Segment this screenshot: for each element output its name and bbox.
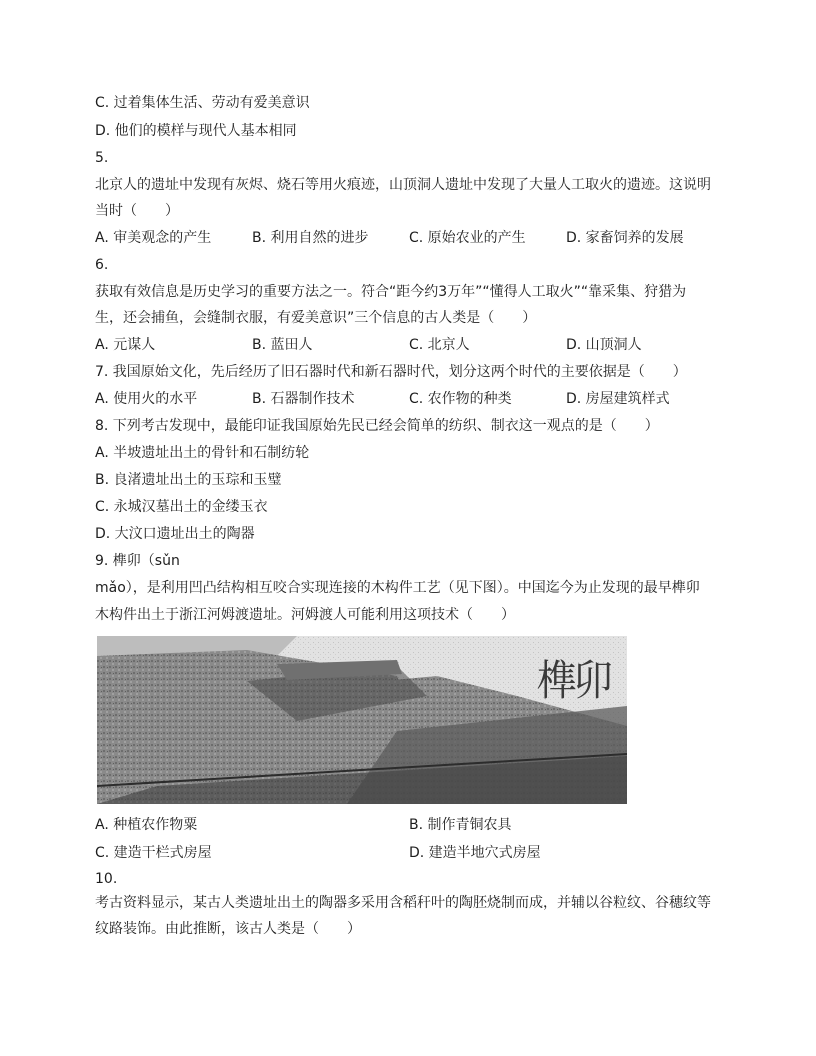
q8-option-a: A. 半坡遗址出土的骨针和石制纺轮 xyxy=(95,445,310,461)
q9-option-d: D. 建造半地穴式房屋 xyxy=(409,845,541,861)
q6-option-a: A. 元谋人 xyxy=(95,337,156,353)
q8-option-d: D. 大汶口遗址出土的陶器 xyxy=(95,526,255,542)
q6-option-d: D. 山顶洞人 xyxy=(566,337,642,353)
q9-option-c: C. 建造干栏式房屋 xyxy=(95,845,212,861)
q9-stem-line1: 9. 榫卯（sǔn xyxy=(95,553,180,569)
q8-option-b: B. 良渚遗址出土的玉琮和玉璧 xyxy=(95,472,282,488)
q9-option-b: B. 制作青铜农具 xyxy=(409,817,512,833)
q5-option-d: D. 家畜饲养的发展 xyxy=(566,230,684,246)
q7-option-a: A. 使用火的水平 xyxy=(95,391,198,407)
q10-number: 10. xyxy=(95,871,118,887)
q6-stem-line2: 生，还会捕鱼，会缝制衣服，有爱美意识”三个信息的古人类是（ ） xyxy=(95,310,537,326)
photo-caption-sunmao: 榫卯 xyxy=(536,656,610,705)
q4-option-d: D. 他们的模样与现代人基本相同 xyxy=(95,123,297,139)
q4-option-c: C. 过着集体生活、劳动有爱美意识 xyxy=(95,95,310,111)
q9-stem-line2: mǎo），是利用凹凸结构相互咬合实现连接的木构件工艺（见下图）。中国迄今为止发现的最早榫卯 xyxy=(95,580,700,596)
q6-option-c: C. 北京人 xyxy=(409,337,470,353)
q6-number: 6. xyxy=(95,257,109,273)
q8-option-c: C. 永城汉墓出土的金缕玉衣 xyxy=(95,499,268,515)
q10-stem-line1: 考古资料显示，某古人类遗址出土的陶器多采用含稻秆叶的陶胚烧制而成，并辅以谷粒纹、谷穗纹等 xyxy=(95,895,711,911)
q6-stem-line1: 获取有效信息是历史学习的重要方法之一。符合“距今约3万年”“懂得人工取火”“靠采集、狩猎为 xyxy=(95,284,687,300)
q5-option-a: A. 审美观念的产生 xyxy=(95,230,212,246)
q7-option-d: D. 房屋建筑样式 xyxy=(566,391,670,407)
mortise-tenon-photo xyxy=(97,636,627,804)
q5-option-c: C. 原始农业的产生 xyxy=(409,230,526,246)
q6-option-b: B. 蓝田人 xyxy=(252,337,313,353)
q5-stem-line2: 当时（ ） xyxy=(95,203,179,219)
q8-stem: 8. 下列考古发现中，最能印证我国原始先民已经会简单的纺织、制衣这一观点的是（ ） xyxy=(95,418,659,434)
q9-option-a: A. 种植农作物粟 xyxy=(95,817,198,833)
q9-stem-line3: 木构件出土于浙江河姆渡遗址。河姆渡人可能利用这项技术（ ） xyxy=(95,607,515,623)
q5-option-b: B. 利用自然的进步 xyxy=(252,230,369,246)
q5-number: 5. xyxy=(95,150,109,166)
q7-stem: 7. 我国原始文化，先后经历了旧石器时代和新石器时代，划分这两个时代的主要依据是（ ） xyxy=(95,364,687,380)
q7-option-c: C. 农作物的种类 xyxy=(409,391,512,407)
q10-stem-line2: 纹路装饰。由此推断，该古人类是（ ） xyxy=(95,921,361,937)
q5-stem-line1: 北京人的遗址中发现有灰烬、烧石等用火痕迹，山顶洞人遗址中发现了大量人工取火的遗迹。这说明 xyxy=(95,177,711,193)
q7-option-b: B. 石器制作技术 xyxy=(252,391,355,407)
